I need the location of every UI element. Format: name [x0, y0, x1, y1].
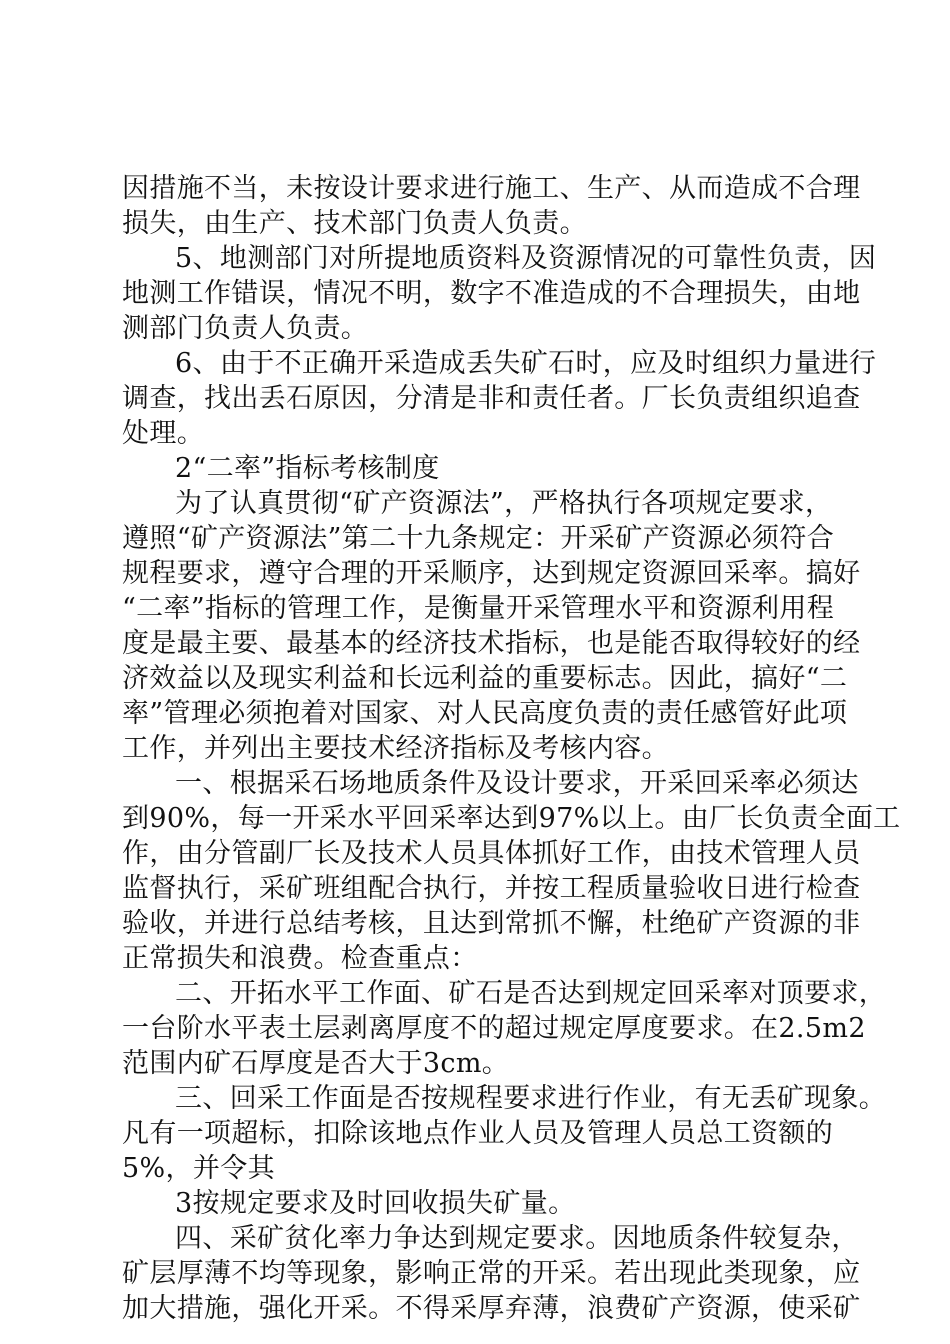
- text-line: 正常损失和浪费。检查重点：: [122, 943, 478, 974]
- text-line: 监督执行，采矿班组配合执行，并按工程质量验收日进行检查: [122, 873, 861, 904]
- text-line: 3按规定要求及时回收损失矿量。: [175, 1188, 576, 1219]
- text-line: 加大措施，强化开采。不得采厚弃薄，浪费矿产资源，使采矿: [122, 1293, 861, 1324]
- text-line: 范围内矿石厚度是否大于3cm。: [122, 1048, 510, 1079]
- text-line: 作，由分管副厂长及技术人员具体抓好工作，由技术管理人员: [122, 838, 861, 869]
- text-line: 到90%，每一开采水平回采率达到97%以上。由厂长负责全面工: [122, 803, 901, 834]
- text-line: 损失，由生产、技术部门负责人负责。: [122, 208, 587, 239]
- section-heading: 2“二率”指标考核制度: [175, 453, 440, 484]
- text-line: 工作，并列出主要技术经济指标及考核内容。: [122, 733, 669, 764]
- text-line: 验收，并进行总结考核，且达到常抓不懈，杜绝矿产资源的非: [122, 908, 861, 939]
- text-line: 济效益以及现实利益和长远利益的重要标志。因此，搞好“二: [122, 663, 848, 694]
- text-line: 三、回采工作面是否按规程要求进行作业，有无丢矿现象。: [175, 1083, 887, 1114]
- text-line: 地测工作错误，情况不明，数字不准造成的不合理损失，由地: [122, 278, 861, 309]
- text-line: 凡有一项超标，扣除该地点作业人员及管理人员总工资额的: [122, 1118, 834, 1149]
- text-line: “二率”指标的管理工作，是衡量开采管理水平和资源利用程: [122, 593, 835, 624]
- text-line: 因措施不当，未按设计要求进行施工、生产、从而造成不合理: [122, 173, 861, 204]
- text-line: 处理。: [122, 418, 205, 449]
- text-line: 测部门负责人负责。: [122, 313, 369, 344]
- text-line: 规程要求，遵守合理的开采顺序，达到规定资源回采率。搞好: [122, 558, 861, 589]
- text-line: 一台阶水平表土层剥离厚度不的超过规定厚度要求。在2.5m2: [122, 1013, 866, 1044]
- text-line: 5、地测部门对所提地质资料及资源情况的可靠性负责，因: [175, 243, 877, 274]
- text-line: 度是最主要、最基本的经济技术指标，也是能否取得较好的经: [122, 628, 861, 659]
- text-line: 为了认真贯彻“矿产资源法”，严格执行各项规定要求，: [175, 488, 833, 519]
- text-line: 调查，找出丢石原因，分清是非和责任者。厂长负责组织追查: [122, 383, 861, 414]
- text-line: 6、由于不正确开采造成丢失矿石时，应及时组织力量进行: [175, 348, 877, 379]
- text-line: 一、根据采石场地质条件及设计要求，开采回采率必须达: [175, 768, 859, 799]
- text-line: 矿层厚薄不均等现象，影响正常的开采。若出现此类现象，应: [122, 1258, 861, 1289]
- text-line: 5%，并令其: [122, 1153, 275, 1184]
- text-line: 遵照“矿产资源法”第二十九条规定：开采矿产资源必须符合: [122, 523, 835, 554]
- text-line: 二、开拓水平工作面、矿石是否达到规定回采率对顶要求，: [175, 978, 887, 1009]
- text-line: 率”管理必须抱着对国家、对人民高度负责的责任感管好此项: [122, 698, 848, 729]
- text-line: 四、采矿贫化率力争达到规定要求。因地质条件较复杂，: [175, 1223, 859, 1254]
